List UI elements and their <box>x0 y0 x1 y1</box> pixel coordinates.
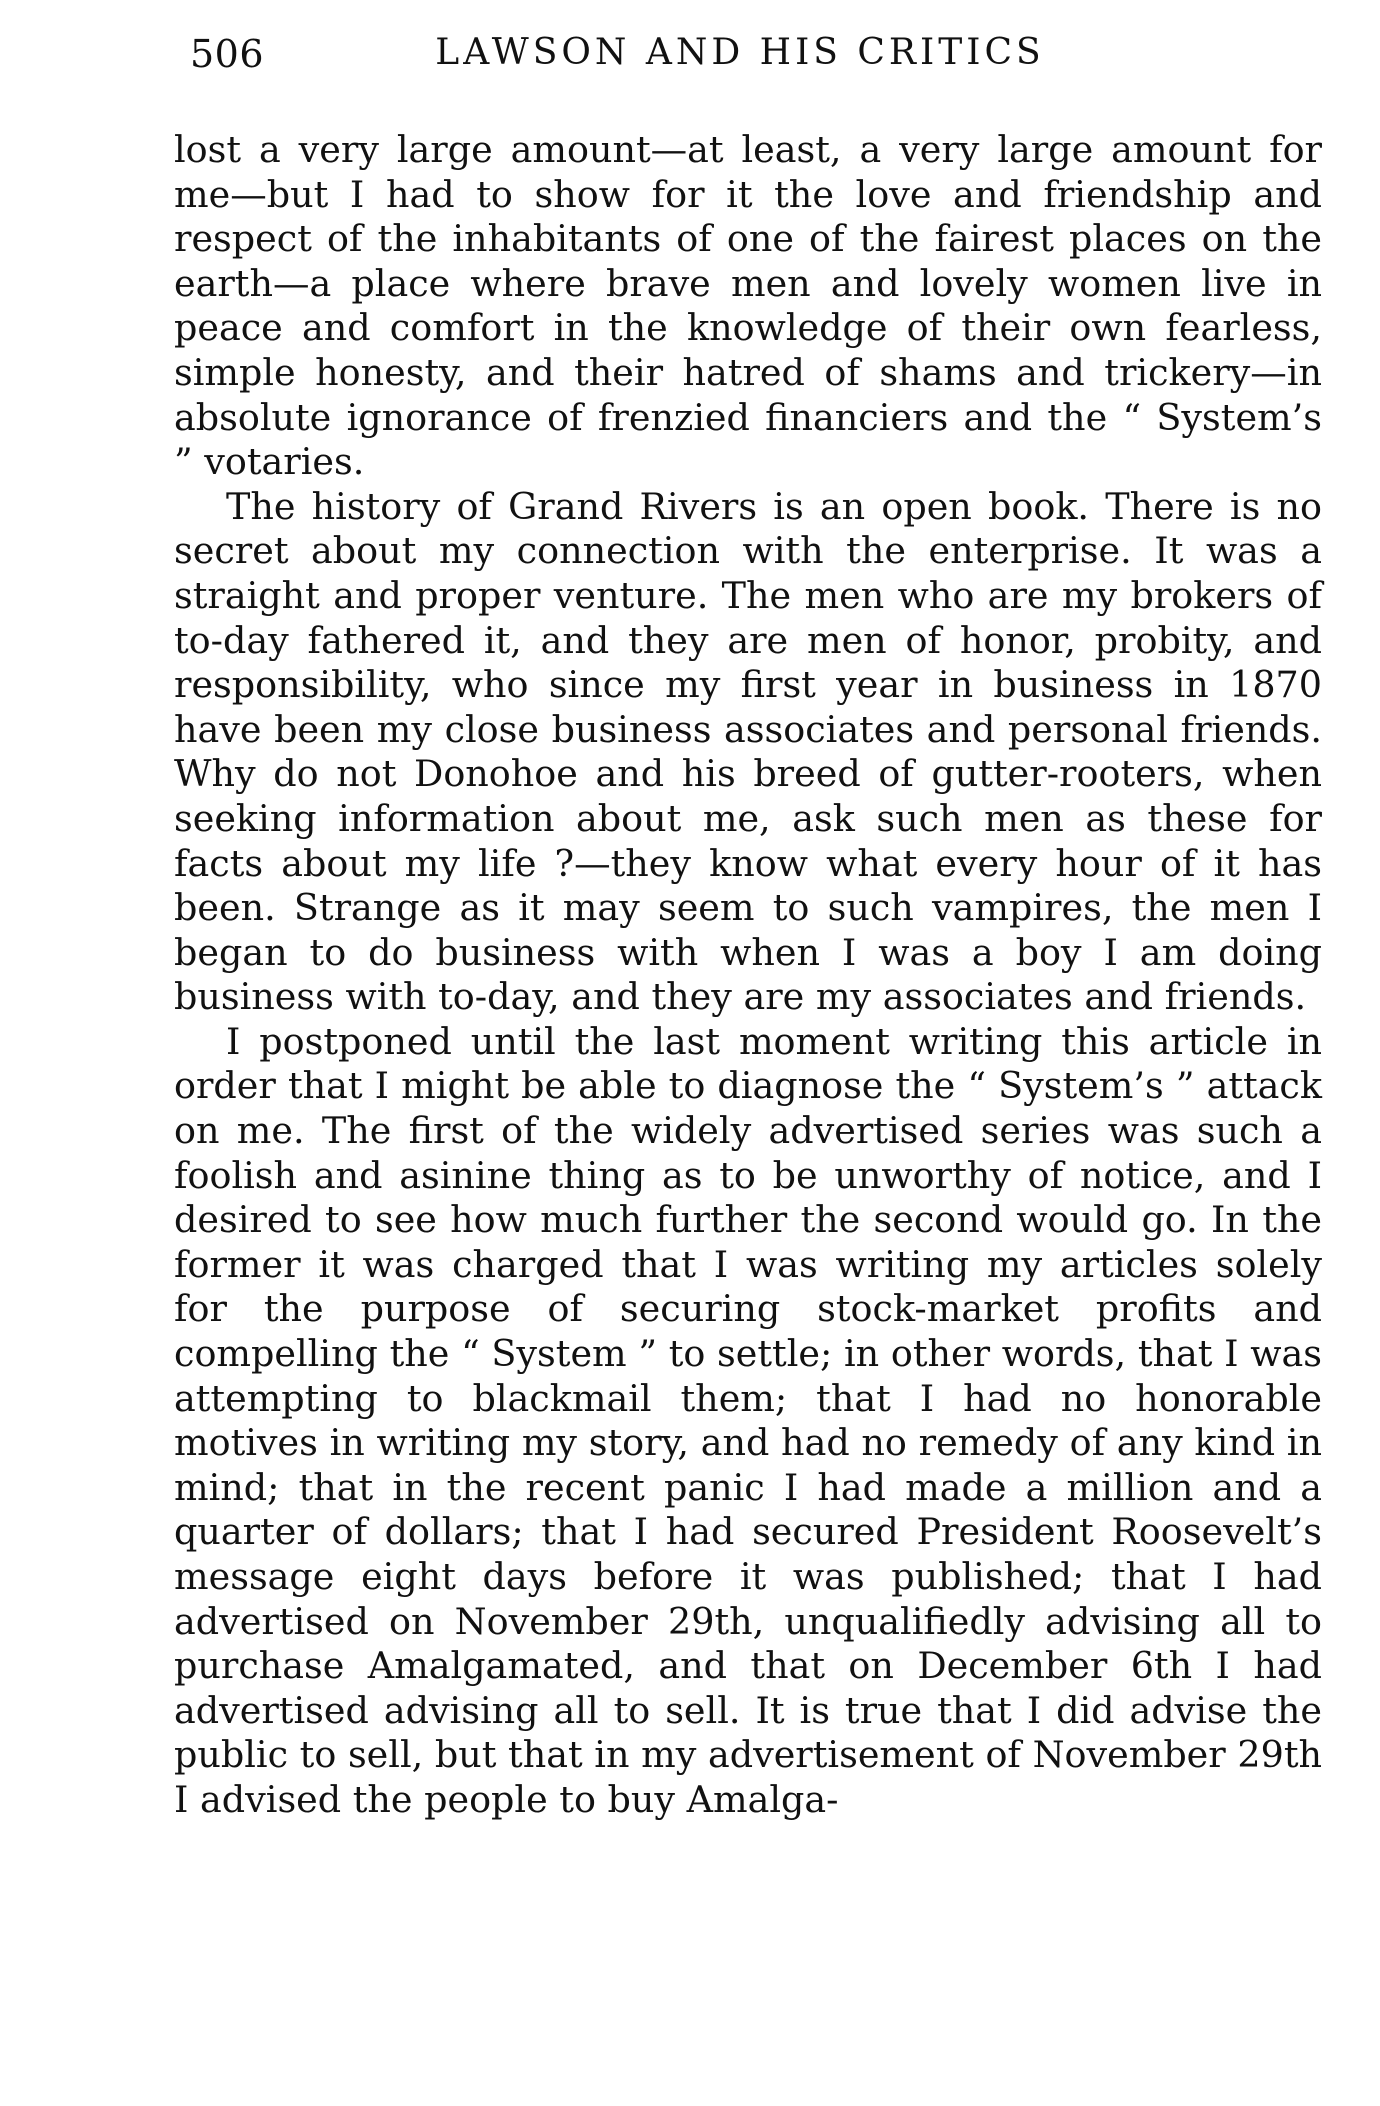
body-text <box>174 128 1322 1823</box>
running-head: LAWSON AND HIS CRITICS <box>435 32 1045 73</box>
paragraph: The history of Grand Rivers is an open book. There is no secret about my connection with the enterprise. It was a straight and proper venture. The men who are my brokers of to-day fathered it, and they are men of honor, probity, and responsibility, who since my first year in business in 1870 have been my close business associates and personal friends. Why do not Donohoe and his breed of gutter-rooters, when seeking information about me, ask such men as these for facts about my life ?—they know what every hour of it has been. Strange as it may seem to such vampires, the men I began to do business with when I was a boy I am doing business with to-day, and they are my associates and friends. <box>174 484 1322 1019</box>
paragraph: lost a very large amount—at least, a very large amount for me—but I had to show for it the love and friendship and respect of the inhabitants of one of the fairest places on the earth—a place where brave men and lovely women live in peace and comfort in the knowledge of their own fearless, simple honesty, and their hatred of shams and trickery—in absolute ignorance of frenzied financiers and the “ System’s ” votaries. <box>174 128 1322 484</box>
paragraph: I postponed until the last moment writing this article in order that I might be able to diagnose the “ System’s ” attack on me. The first of the widely advertised series was such a foolish and asinine thing as to be unworthy of notice, and I desired to see how much further the second would go. In the former it was charged that I was writing my articles solely for the purpose of securing stock-market profits and compelling the “ System ” to settle; in other words, that I was attempting to blackmail them; that I had no honorable motives in writing my story, and had no remedy of any kind in mind; that in the recent panic I had made a million and a quarter of dollars; that I had secured President Roosevelt’s message eight days before it was published; that I had advertised on November 29th, unqualifiedly advising all to purchase Amalgamated, and that on December 6th I had advertised advising all to sell. It is true that I did advise the public to sell, but that in my advertisement of November 29th I advised the people to buy Amalga- <box>174 1019 1322 1821</box>
page-number: 506 <box>190 32 265 76</box>
